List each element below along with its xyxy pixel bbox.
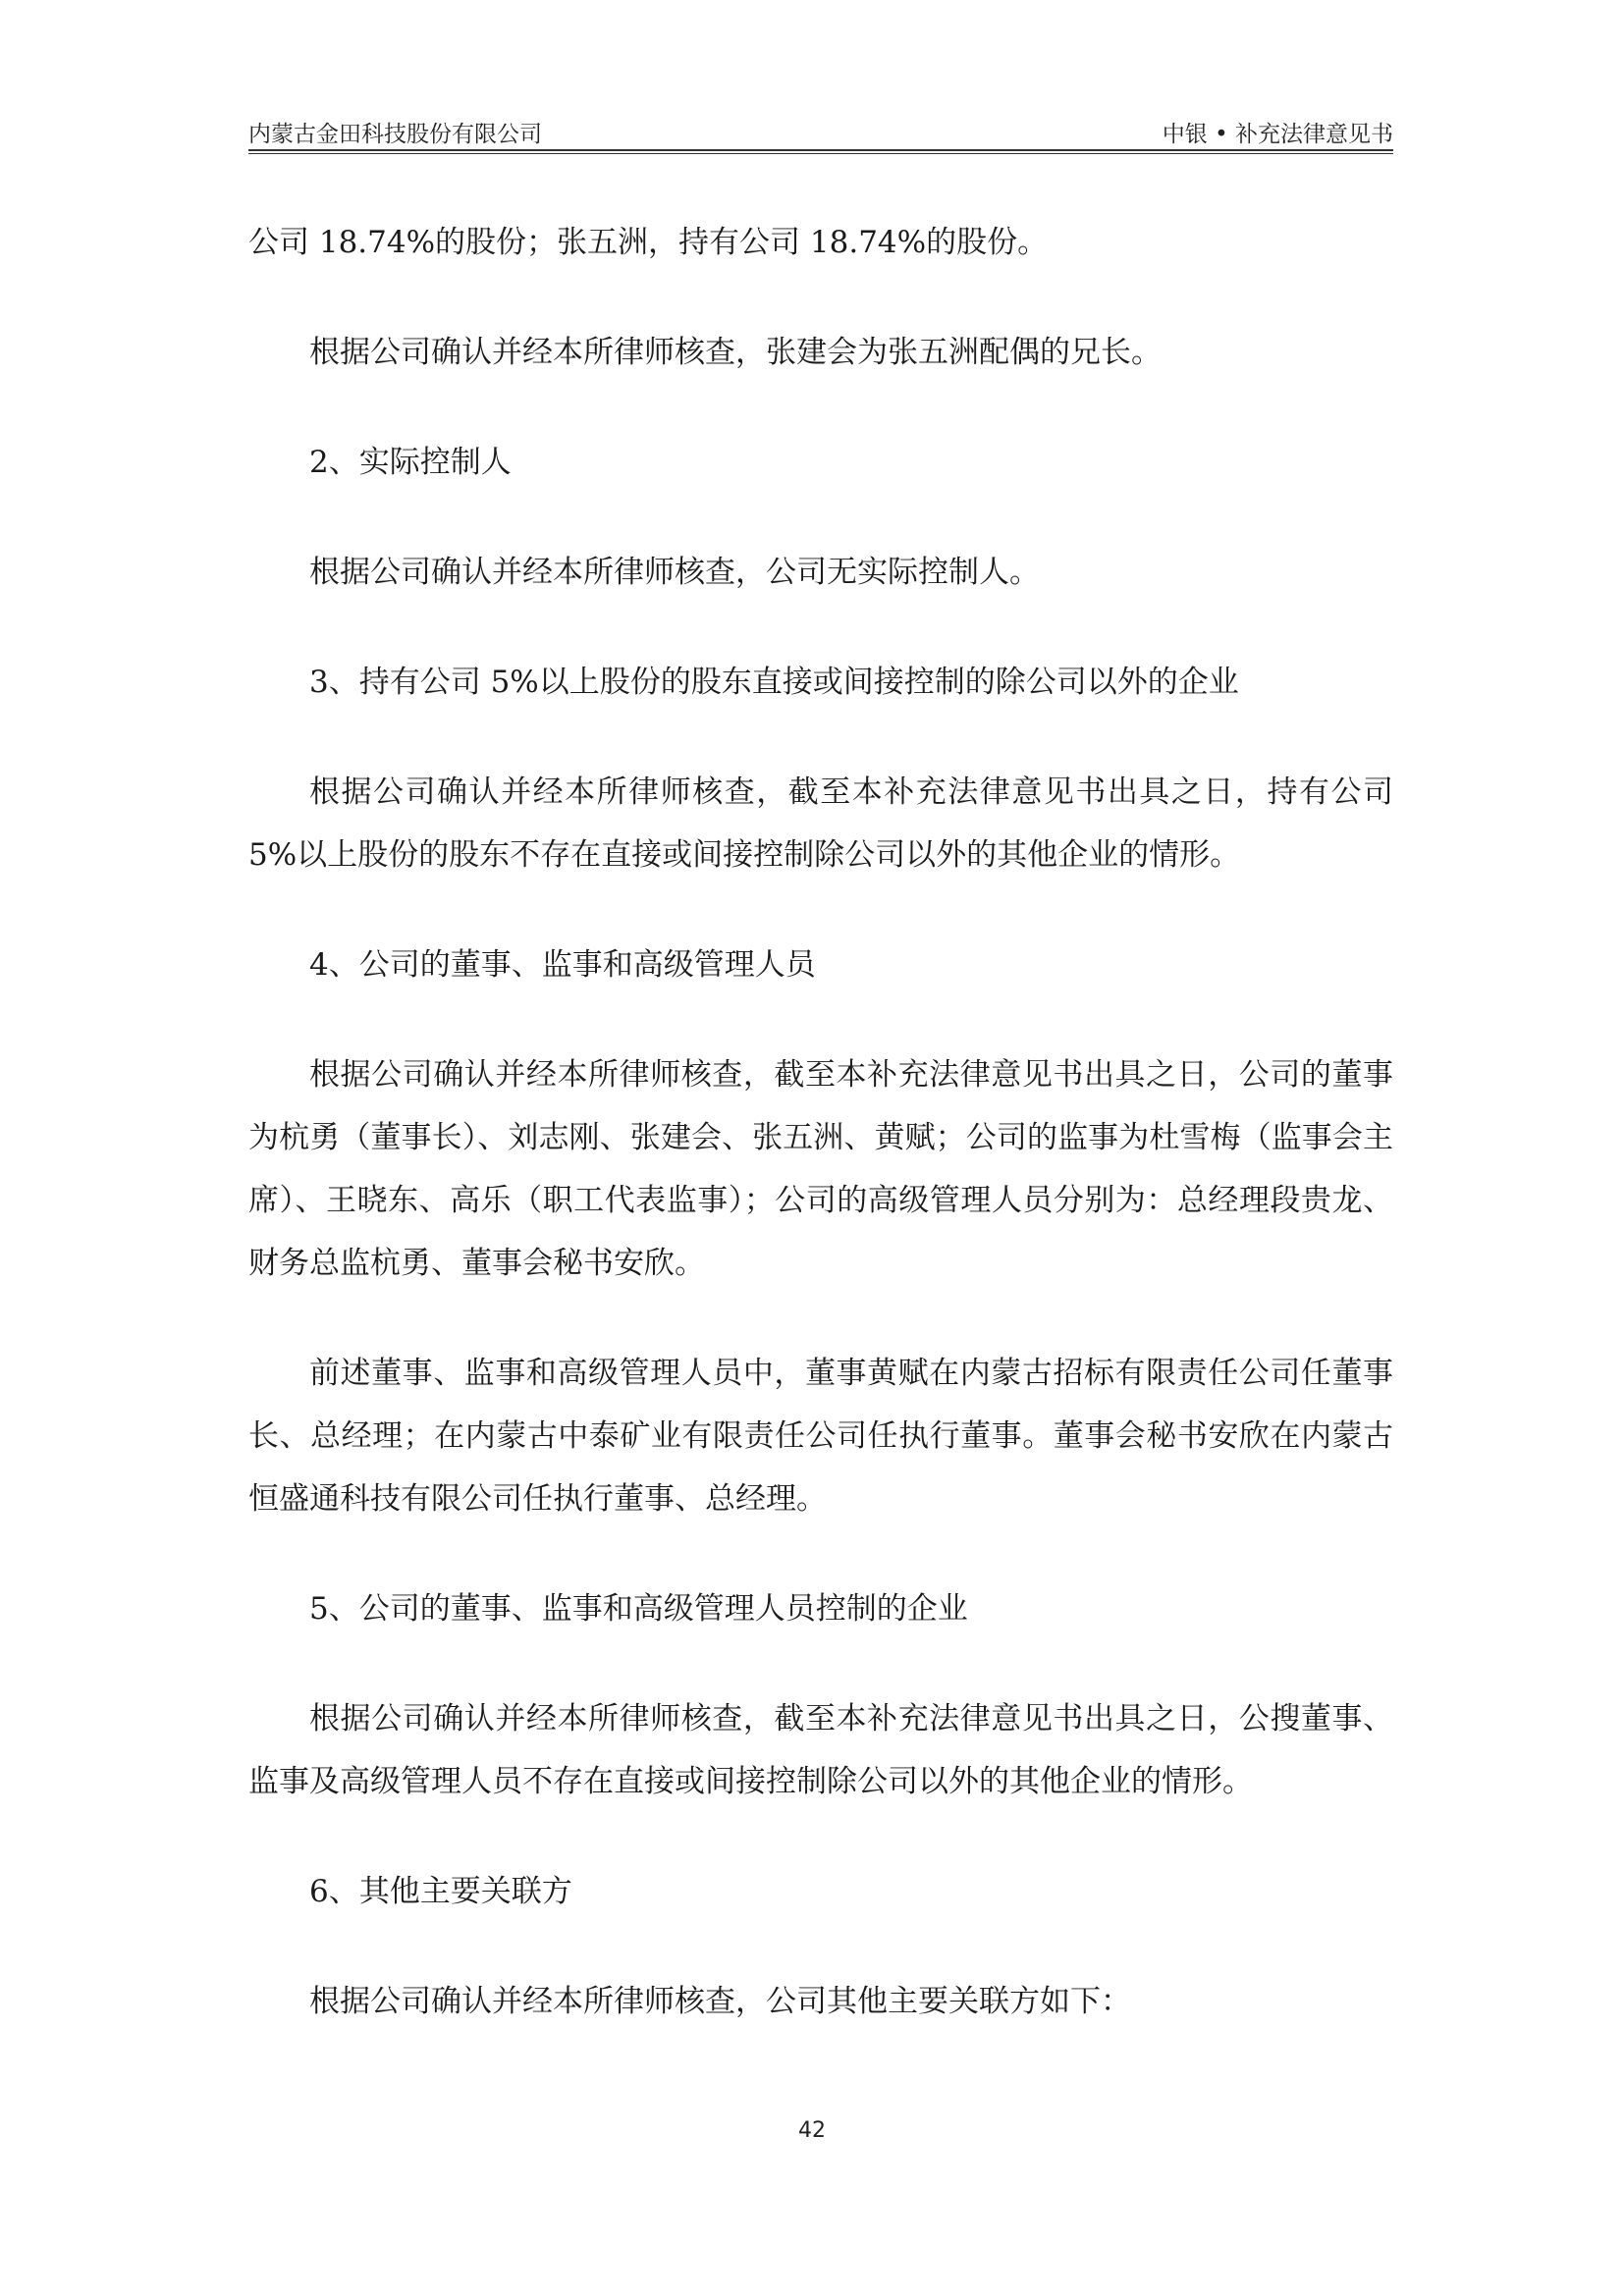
paragraph: 根据公司确认并经本所律师核查，截至本补充法律意见书出具之日，公司的董事为杭勇（董事长）、刘志刚、张建会、张五洲、黄赋；公司的监事为杜雪梅（监事会主席）、王晓东、高乐（职工代表监事）；公司的高级管理人员分别为：总经理段贵龙、财务总监杭勇、董事会秘书安欣。 (248, 1057, 1393, 1281)
page-number: 42 (798, 2118, 826, 2143)
paragraph: 根据公司确认并经本所律师核查，张建会为张五洲配偶的兄长。 (309, 335, 1162, 370)
document-body (248, 211, 1393, 2080)
section-heading: 3、持有公司 5%以上股份的股东直接或间接控制的除公司以外的企业 (309, 665, 1239, 700)
header-rule (248, 149, 1393, 151)
header-company-name: 内蒙古金田科技股份有限公司 (248, 122, 542, 147)
section-heading: 4、公司的董事、监事和高级管理人员 (309, 947, 816, 983)
section-heading: 2、实际控制人 (309, 445, 512, 480)
section-heading: 6、其他主要关联方 (309, 1874, 572, 1909)
paragraph: 根据公司确认并经本所律师核查，截至本补充法律意见书出具之日，持有公司 5%以上股份的股东不存在直接或间接控制除公司以外的其他企业的情形。 (248, 774, 1393, 873)
header-document-title: 中银 • 补充法律意见书 (1162, 122, 1393, 147)
paragraph: 根据公司确认并经本所律师核查，公司无实际控制人。 (309, 555, 1040, 590)
page-header (248, 110, 1393, 153)
paragraph: 前述董事、监事和高级管理人员中，董事黄赋在内蒙古招标有限责任公司任董事长、总经理；在内蒙古中泰矿业有限责任公司任执行董事。董事会秘书安欣在内蒙古恒盛通科技有限公司任执行董事、总经理。 (248, 1356, 1393, 1517)
paragraph: 根据公司确认并经本所律师核查，公司其他主要关联方如下： (309, 1984, 1131, 2019)
paragraph: 根据公司确认并经本所律师核查，截至本补充法律意见书出具之日，公搜董事、监事及高级管理人员不存在直接或间接控制除公司以外的其他企业的情形。 (248, 1701, 1393, 1799)
section-heading: 5、公司的董事、监事和高级管理人员控制的企业 (309, 1591, 968, 1627)
paragraph-continuation: 公司 18.74%的股份；张五洲，持有公司 18.74%的股份。 (248, 225, 1049, 260)
header-rule-thin (248, 153, 1393, 154)
